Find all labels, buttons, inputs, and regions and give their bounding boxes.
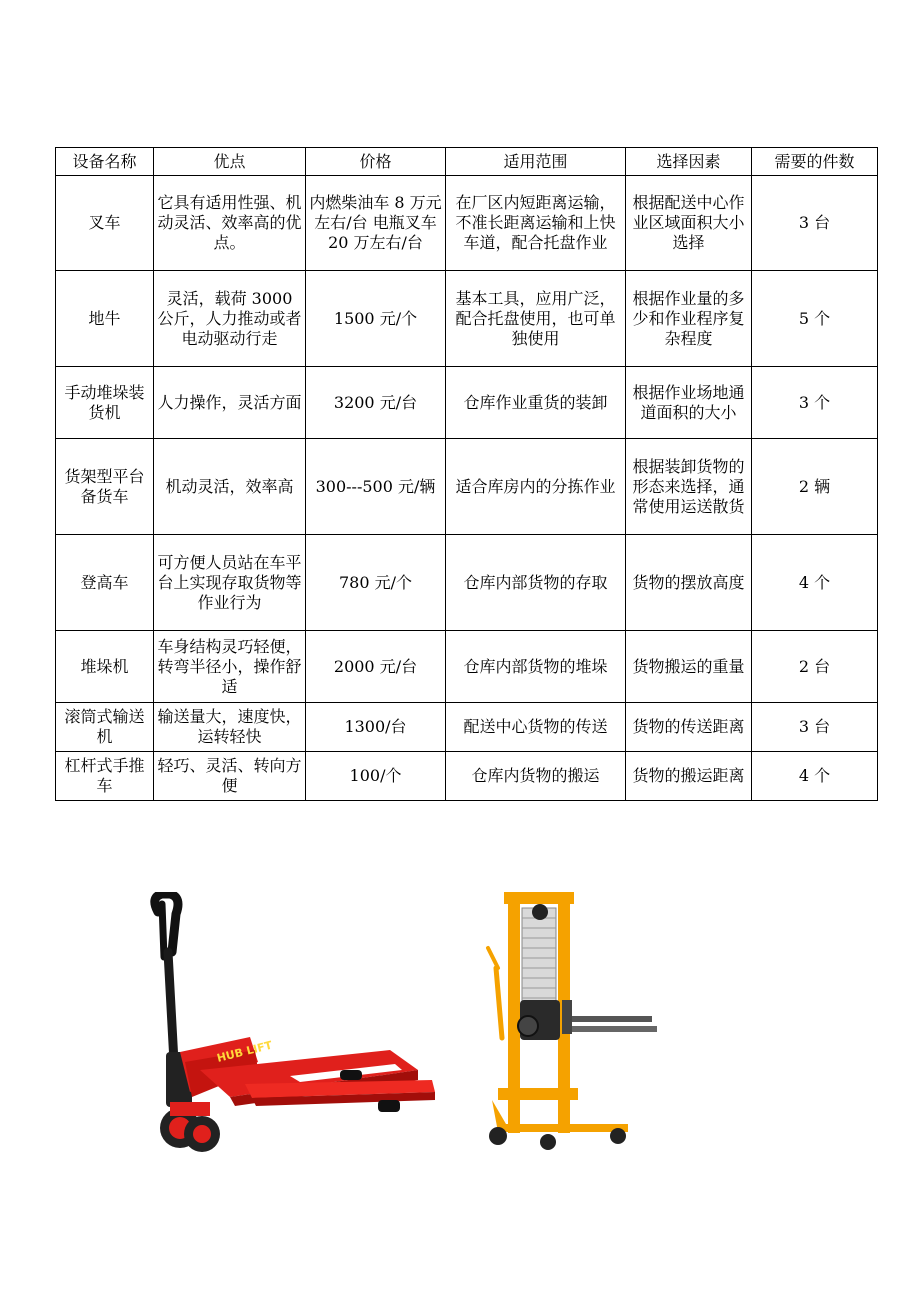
advantage-cell: 灵活，载荷 3000 公斤，人力推动或者电动驱动行走 — [154, 271, 306, 367]
scope-cell: 在厂区内短距离运输，不准长距离运输和上快车道，配合托盘作业 — [446, 176, 626, 271]
factor-cell: 根据作业量的多少和作业程序复杂程度 — [626, 271, 752, 367]
header-cell: 选择因素 — [626, 148, 752, 176]
factor-cell: 货物的搬运距离 — [626, 752, 752, 801]
equipment-name-cell: 叉车 — [56, 176, 154, 271]
header-cell: 适用范围 — [446, 148, 626, 176]
price-cell: 内燃柴油车 8 万元左右/台 电瓶叉车 20 万左右/台 — [306, 176, 446, 271]
table-row — [56, 752, 878, 801]
advantage-cell: 输送量大，速度快，运转轻快 — [154, 703, 306, 752]
equipment-name-cell: 杠杆式手推车 — [56, 752, 154, 801]
count-cell: 2 台 — [752, 631, 878, 703]
factor-cell: 根据装卸货物的形态来选择，通常使用运送散货 — [626, 439, 752, 535]
price-cell: 3200 元/台 — [306, 367, 446, 439]
table-header-row — [56, 148, 878, 176]
scope-cell: 基本工具，应用广泛，配合托盘使用，也可单独使用 — [446, 271, 626, 367]
scope-cell: 适合库房内的分拣作业 — [446, 439, 626, 535]
count-cell: 4 个 — [752, 535, 878, 631]
price-cell: 2000 元/台 — [306, 631, 446, 703]
factor-cell: 货物搬运的重量 — [626, 631, 752, 703]
header-cell: 设备名称 — [56, 148, 154, 176]
advantage-cell: 轻巧、灵活、转向方便 — [154, 752, 306, 801]
count-cell: 4 个 — [752, 752, 878, 801]
factor-cell: 根据配送中心作业区域面积大小选择 — [626, 176, 752, 271]
factor-cell: 货物的传送距离 — [626, 703, 752, 752]
equipment-name-cell: 货架型平台备货车 — [56, 439, 154, 535]
table-row — [56, 535, 878, 631]
advantage-cell: 机动灵活，效率高 — [154, 439, 306, 535]
scope-cell: 仓库内部货物的存取 — [446, 535, 626, 631]
hand-pallet-truck-photo — [140, 892, 440, 1167]
scope-cell: 配送中心货物的传送 — [446, 703, 626, 752]
header-cell: 价格 — [306, 148, 446, 176]
table-row — [56, 367, 878, 439]
price-cell: 1300/台 — [306, 703, 446, 752]
count-cell: 3 台 — [752, 176, 878, 271]
factor-cell: 货物的摆放高度 — [626, 535, 752, 631]
equipment-name-cell: 滚筒式输送机 — [56, 703, 154, 752]
count-cell: 3 台 — [752, 703, 878, 752]
count-cell: 3 个 — [752, 367, 878, 439]
price-cell: 1500 元/个 — [306, 271, 446, 367]
price-cell: 780 元/个 — [306, 535, 446, 631]
scope-cell: 仓库内货物的搬运 — [446, 752, 626, 801]
scope-cell: 仓库内部货物的堆垛 — [446, 631, 626, 703]
header-cell: 优点 — [154, 148, 306, 176]
header-cell: 需要的件数 — [752, 148, 878, 176]
advantage-cell: 可方便人员站在车平台上实现存取货物等作业行为 — [154, 535, 306, 631]
table-row — [56, 703, 878, 752]
equipment-name-cell: 地牛 — [56, 271, 154, 367]
manual-stacker-photo — [478, 888, 663, 1153]
equipment-name-cell: 堆垛机 — [56, 631, 154, 703]
advantage-cell: 车身结构灵巧轻便，转弯半径小，操作舒适 — [154, 631, 306, 703]
scope-cell: 仓库作业重货的装卸 — [446, 367, 626, 439]
table-row — [56, 631, 878, 703]
equipment-table — [55, 147, 878, 801]
table-row — [56, 439, 878, 535]
table-row — [56, 271, 878, 367]
equipment-name-cell: 手动堆垛装货机 — [56, 367, 154, 439]
count-cell: 2 辆 — [752, 439, 878, 535]
factor-cell: 根据作业场地通道面积的大小 — [626, 367, 752, 439]
advantage-cell: 它具有适用性强、机动灵活、效率高的优点。 — [154, 176, 306, 271]
price-cell: 100/个 — [306, 752, 446, 801]
count-cell: 5 个 — [752, 271, 878, 367]
table-row — [56, 176, 878, 271]
brand-logo: HUB LIFT — [215, 1038, 274, 1065]
advantage-cell: 人力操作，灵活方面 — [154, 367, 306, 439]
equipment-name-cell: 登高车 — [56, 535, 154, 631]
price-cell: 300---500 元/辆 — [306, 439, 446, 535]
